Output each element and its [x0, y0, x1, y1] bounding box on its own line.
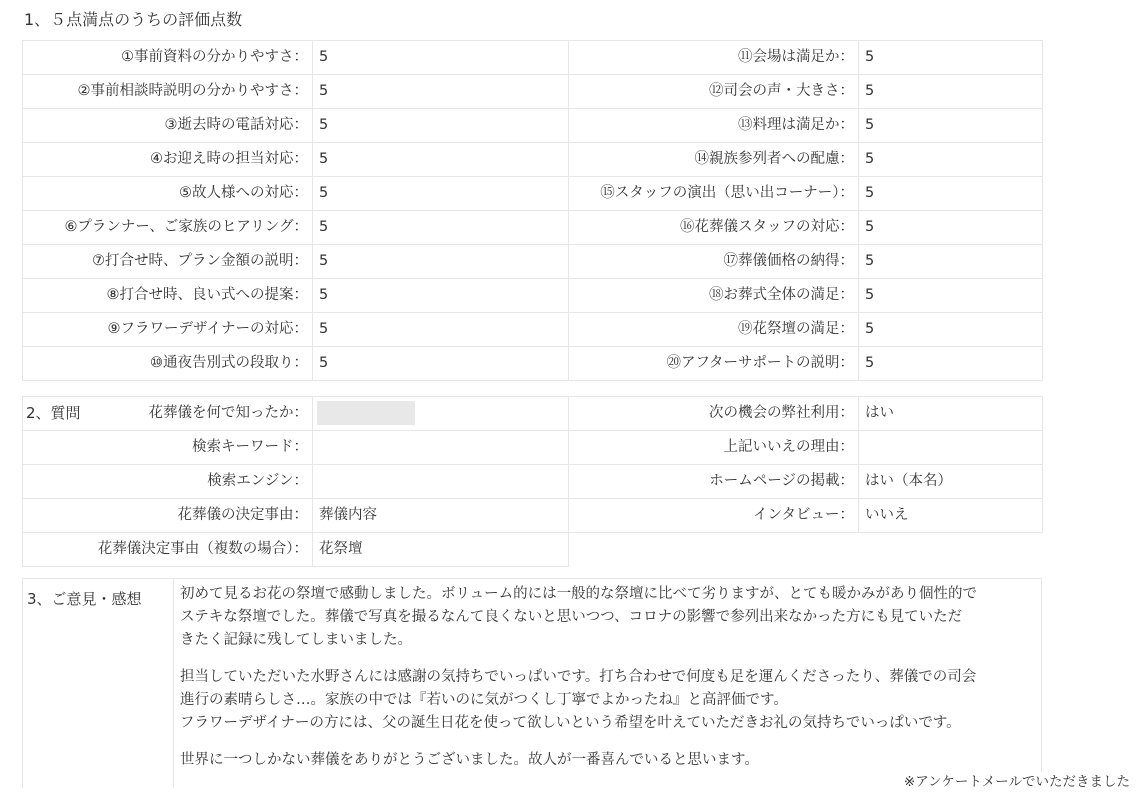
- rating-label: ③逝去時の電話対応：: [23, 109, 313, 143]
- rating-row: [23, 41, 1043, 75]
- rating-row: [23, 245, 1043, 279]
- question-row: [23, 499, 1043, 533]
- rating-value: 5: [313, 177, 569, 211]
- rating-value: 5: [313, 143, 569, 177]
- opinion-paragraph: [180, 583, 1040, 652]
- question-row: [23, 431, 1043, 465]
- question-label: 上記いいえの理由：: [569, 431, 859, 465]
- rating-value: 5: [859, 143, 1043, 177]
- redacted-value: [317, 401, 415, 425]
- question-row: [23, 533, 1043, 567]
- rating-label: ⑯花葬儀スタッフの対応：: [569, 211, 859, 245]
- rating-row: [23, 177, 1043, 211]
- question-label: 花葬儀の決定事由：: [23, 499, 313, 533]
- rating-row: [23, 313, 1043, 347]
- opinion-text: [180, 583, 1040, 786]
- rating-value: 5: [313, 109, 569, 143]
- rating-value: 5: [859, 177, 1043, 211]
- rating-value: 5: [313, 41, 569, 75]
- rating-row: [23, 143, 1043, 177]
- rating-value: 5: [859, 109, 1043, 143]
- rating-label: ⑱お葬式全体の満足：: [569, 279, 859, 313]
- rating-row: [23, 347, 1043, 381]
- rating-row: [23, 279, 1043, 313]
- rating-value: 5: [313, 211, 569, 245]
- opinion-paragraph: [180, 749, 1040, 772]
- rating-value: 5: [313, 279, 569, 313]
- empty-cell: [569, 533, 1043, 567]
- question-value: [313, 465, 569, 499]
- rating-label: ⑦打合せ時、プラン金額の説明：: [23, 245, 313, 279]
- rating-table: [22, 40, 1043, 381]
- opinion-line: ステキな祭壇でした。葬儀で写真を撮るなんて良くないと思いつつ、コロナの影響で参列出来なかった方にも見ていただ: [180, 609, 963, 625]
- rating-label: ②事前相談時説明の分かりやすさ：: [23, 75, 313, 109]
- question-value: いいえ: [859, 499, 1043, 533]
- rating-label: ⑩通夜告別式の段取り：: [23, 347, 313, 381]
- rating-value: 5: [859, 313, 1043, 347]
- rating-label: ④お迎え時の担当対応：: [23, 143, 313, 177]
- rating-value: 5: [859, 279, 1043, 313]
- rating-value: 5: [313, 347, 569, 381]
- opinion-label-cell: [23, 579, 174, 788]
- rating-label: ⑲花祭壇の満足：: [569, 313, 859, 347]
- rating-label: ⑧打合せ時、良い式への提案：: [23, 279, 313, 313]
- section1-title: 1、５点満点のうちの評価点数: [24, 10, 243, 29]
- opinion-section: [22, 578, 1042, 788]
- rating-label: ⑮スタッフの演出（思い出コーナー）：: [569, 177, 859, 211]
- question-label: 検索キーワード：: [23, 431, 313, 465]
- question-label: 次の機会の弊社利用：: [569, 397, 859, 431]
- question-label: 検索エンジン：: [23, 465, 313, 499]
- question-label: インタビュー：: [569, 499, 859, 533]
- rating-label: ⑤故人様への対応：: [23, 177, 313, 211]
- opinion-line: 進行の素晴らしさ…。家族の中では『若いのに気がつくし丁寧でよかったね』と高評価です。: [180, 692, 788, 708]
- opinion-line: 初めて見るお花の祭壇で感動しました。ボリューム的には一般的な祭壇に比べて劣りますが、とても暖かみがあり個性的で: [180, 586, 978, 602]
- section2-title: 2、質問: [26, 404, 81, 422]
- rating-label: ⑥プランナー、ご家族のヒアリング：: [23, 211, 313, 245]
- opinion-line: 担当していただいた水野さんには感謝の気持ちでいっぱいです。打ち合わせで何度も足を運んくださったり、葬儀での司会: [180, 669, 977, 685]
- rating-label: ⑫司会の声・大きさ：: [569, 75, 859, 109]
- question-label: [23, 397, 313, 431]
- question-value: はい（本名）: [859, 465, 1043, 499]
- question-row: [23, 397, 1043, 431]
- rating-label: ⑳アフターサポートの説明：: [569, 347, 859, 381]
- question-value: [859, 431, 1043, 465]
- rating-value: 5: [313, 313, 569, 347]
- rating-value: 5: [859, 211, 1043, 245]
- question-value: [313, 431, 569, 465]
- opinion-line: 世界に一つしかない葬儀をありがとうございました。故人が一番喜んでいると思います。: [180, 752, 759, 768]
- rating-row: [23, 75, 1043, 109]
- rating-label: ⑪会場は満足か：: [569, 41, 859, 75]
- rating-row: [23, 109, 1043, 143]
- question-label: ホームページの掲載：: [569, 465, 859, 499]
- rating-value: 5: [859, 75, 1043, 109]
- question-value: 葬儀内容: [313, 499, 569, 533]
- opinion-paragraph: [180, 666, 1040, 735]
- rating-value: 5: [313, 245, 569, 279]
- rating-row: [23, 211, 1043, 245]
- question-row: [23, 465, 1043, 499]
- question-label-text: 花葬儀を何で知ったか：: [148, 405, 308, 421]
- rating-value: 5: [859, 41, 1043, 75]
- opinion-line: フラワーデザイナーの方には、父の誕生日花を使って欲しいという希望を叶えていただきお礼の気持ちでいっぱいです。: [180, 715, 961, 731]
- question-table: [22, 396, 1043, 567]
- opinion-line: きたく記録に残してしまいました。: [180, 632, 412, 648]
- rating-label: ⑰葬儀価格の納得：: [569, 245, 859, 279]
- rating-label: ⑭親族参列者への配慮：: [569, 143, 859, 177]
- question-value: はい: [859, 397, 1043, 431]
- rating-label: ⑬料理は満足か：: [569, 109, 859, 143]
- footer-note: ※アンケートメールでいただきました: [903, 774, 1130, 790]
- rating-value: 5: [313, 75, 569, 109]
- rating-label: ⑨フラワーデザイナーの対応：: [23, 313, 313, 347]
- rating-value: 5: [859, 245, 1043, 279]
- section3-title: 3、ご意見・感想: [27, 590, 142, 608]
- question-label: 花葬儀決定事由（複数の場合）：: [23, 533, 313, 567]
- question-value: [313, 397, 569, 431]
- rating-label: ①事前資料の分かりやすさ：: [23, 41, 313, 75]
- question-value: 花祭壇: [313, 533, 569, 567]
- rating-value: 5: [859, 347, 1043, 381]
